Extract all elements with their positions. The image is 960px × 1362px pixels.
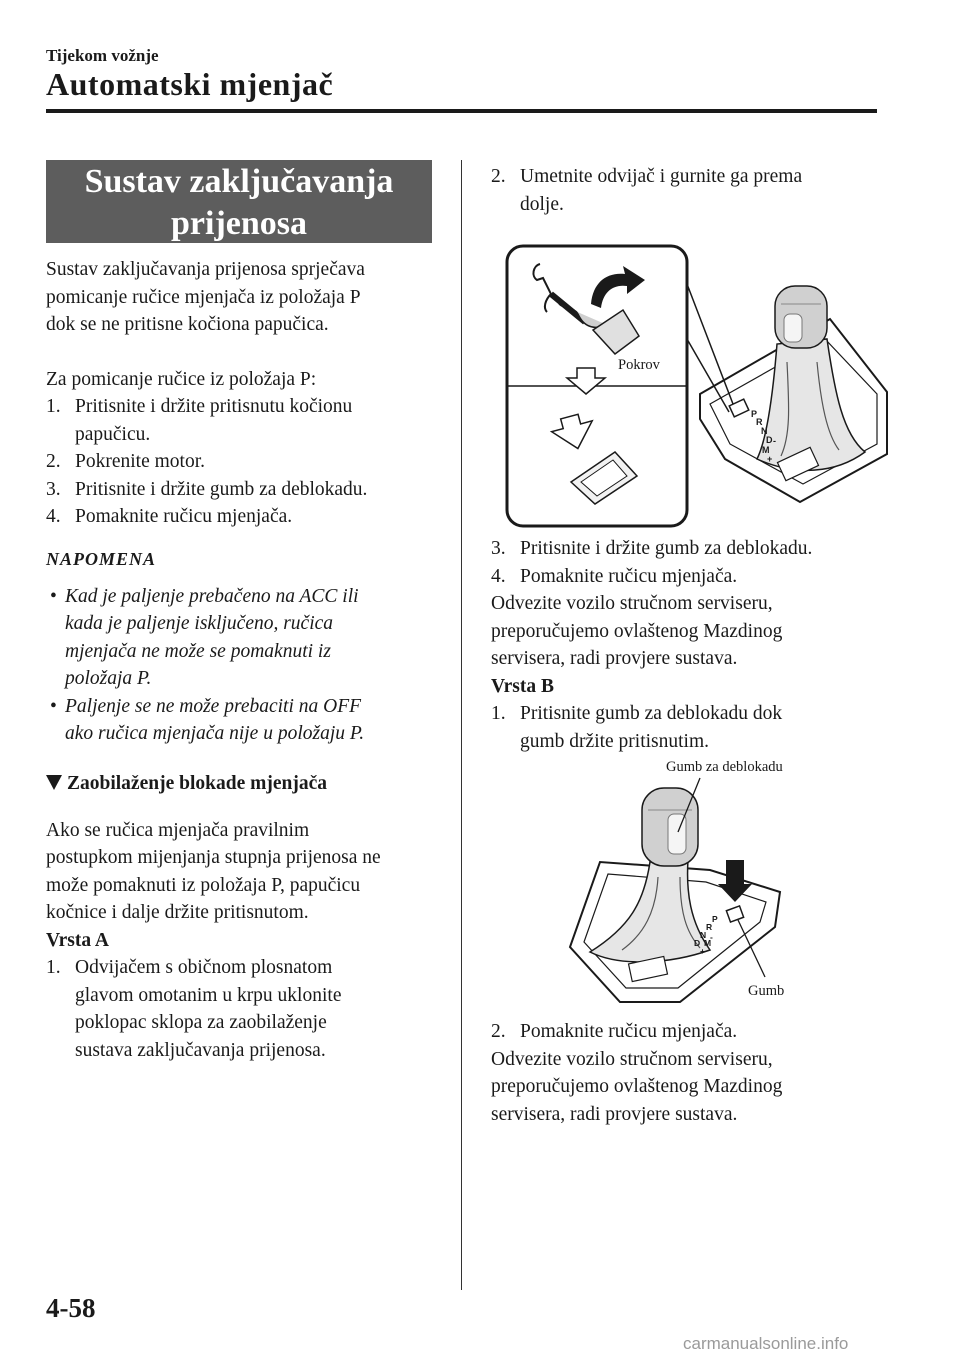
bypass-intro xyxy=(46,817,446,927)
note-text: Paljenje se ne može prebaciti na OFF xyxy=(65,695,362,717)
gear-letter: D xyxy=(766,435,773,445)
page-number: 4-58 xyxy=(46,1293,96,1323)
step-2a xyxy=(491,163,891,218)
section-title: Automatski mjenjač xyxy=(46,66,334,102)
step-4 xyxy=(491,563,891,591)
steps-intro: Za pomicanje ručice iz položaja P: xyxy=(46,368,317,390)
gear-letter: P xyxy=(712,914,718,924)
step-text: gumb držite pritisnutim. xyxy=(520,730,710,752)
step-text: Umetnite odvijač i gurnite ga prema xyxy=(520,166,803,187)
step-number: 4. xyxy=(491,565,506,587)
bypass-line: postupkom mijenjanja stupnja prijenosa ne xyxy=(46,847,381,868)
gear-letter: R xyxy=(756,417,763,427)
service-line: preporučujemo ovlaštenog Mazdinog xyxy=(491,620,783,642)
service-line: Odvezite vozilo stručnom serviseru, xyxy=(491,593,773,614)
gear-letter: P xyxy=(751,409,758,419)
gear-letter: M xyxy=(762,445,770,455)
bypass-line: može pomaknuti iz položaja P, papučicu xyxy=(46,874,361,896)
step-number: 3. xyxy=(46,478,61,500)
gear-letter: + xyxy=(767,454,773,464)
note-text: mjenjača ne može se pomaknuti iz xyxy=(65,640,331,662)
bullet-icon: • xyxy=(50,585,57,607)
subheading-text: Zaobilaženje blokade mjenjača xyxy=(67,772,327,794)
gear-letter: + xyxy=(700,946,705,956)
step-number: 3. xyxy=(491,538,506,559)
type-a-step-1 xyxy=(46,954,446,1064)
step-text: dolje. xyxy=(520,193,564,215)
service-line: preporučujemo ovlaštenog Mazdinog xyxy=(491,1076,783,1097)
left-column-text xyxy=(46,256,446,1064)
type-a-heading: Vrsta A xyxy=(46,929,110,951)
figure-type-a xyxy=(505,244,895,529)
step-text: Pokrenite motor. xyxy=(75,451,205,472)
bullet-icon: • xyxy=(50,695,57,717)
service-line: servisera, radi provjere sustava. xyxy=(491,1103,738,1125)
right-column-text-b xyxy=(491,1018,891,1128)
callout-line xyxy=(687,284,733,404)
figure-type-b xyxy=(560,752,835,1017)
step-number: 1. xyxy=(46,396,61,417)
step-number: 2. xyxy=(491,166,506,187)
step-text: Pomaknite ručicu mjenjača. xyxy=(520,1021,738,1042)
step-number: 4. xyxy=(46,506,61,527)
service-advice-b xyxy=(491,1046,891,1129)
gear-letter: D xyxy=(694,938,701,948)
step-text: Pritisnite gumb za deblokadu dok xyxy=(520,703,783,724)
step-text: Pomaknite ručicu mjenjača. xyxy=(75,506,293,527)
intro-paragraph xyxy=(46,256,446,339)
right-column-text-a xyxy=(491,535,891,755)
cover-label: Pokrov xyxy=(618,357,660,373)
service-line: servisera, radi provjere sustava. xyxy=(491,648,738,669)
note-heading: NAPOMENA xyxy=(46,548,157,569)
step-2 xyxy=(46,448,446,476)
type-a-step-2 xyxy=(491,163,891,218)
button-label: Gumb xyxy=(748,983,785,999)
subheading xyxy=(46,770,446,798)
type-b-step-2 xyxy=(491,1018,891,1046)
gear-letter: N xyxy=(761,426,768,436)
triangle-marker-icon xyxy=(46,775,62,790)
step-text: Odvijačem s običnom plosnatom xyxy=(75,957,333,978)
note-item xyxy=(46,583,446,693)
step-text: poklopac sklopa za zaobilaženje xyxy=(75,1012,327,1033)
note-text: položaja P. xyxy=(65,668,152,689)
topic-title-box xyxy=(46,160,432,243)
intro-line: dok se ne pritisne kočiona papučica. xyxy=(46,314,329,335)
step-text: papučicu. xyxy=(75,423,151,445)
step-text: sustava zaključavanja prijenosa. xyxy=(75,1039,326,1061)
type-b-step-1 xyxy=(491,700,891,755)
step-4 xyxy=(46,503,446,531)
topic-title-line2: prijenosa xyxy=(171,205,307,242)
gear-letter: M xyxy=(704,938,712,948)
watermark: carmanualsonline.info xyxy=(683,1334,849,1353)
note-text: Kad je paljenje prebačeno na ACC ili xyxy=(65,585,359,607)
release-button-label: Gumb za deblokadu xyxy=(666,759,783,775)
gear-letter: - xyxy=(773,436,776,446)
step-number: 1. xyxy=(491,703,506,724)
gear-letter: - xyxy=(710,932,713,942)
gear-letter: N xyxy=(700,930,707,940)
type-b-heading: Vrsta B xyxy=(491,675,555,697)
note-text: kada je paljenje isključeno, ručica xyxy=(65,613,334,634)
step-1 xyxy=(46,393,446,448)
bypass-line: kočnice i dalje držite pritisnutom. xyxy=(46,902,309,923)
intro-line: pomicanje ručice mjenjača iz položaja P xyxy=(46,286,361,308)
step-text: Pritisnite i držite gumb za deblokadu. xyxy=(75,478,368,500)
bypass-line: Ako se ručica mjenjača pravilnim xyxy=(46,819,310,841)
topic-title-line1: Sustav zaključavanja xyxy=(84,163,394,200)
service-advice-a xyxy=(491,590,891,673)
step-text: Pomaknite ručicu mjenjača. xyxy=(520,565,738,587)
step-number: 2. xyxy=(46,451,61,472)
step-text: Pritisnite i držite pritisnutu kočionu xyxy=(75,396,353,417)
service-line: Odvezite vozilo stručnom serviseru, xyxy=(491,1048,773,1070)
step-3 xyxy=(46,476,446,504)
chapter-title: Tijekom vožnje xyxy=(46,46,159,65)
step-number: 1. xyxy=(46,957,61,978)
step-number: 2. xyxy=(491,1021,506,1042)
column-divider xyxy=(461,160,462,1290)
step-text: glavom omotanim u krpu uklonite xyxy=(75,984,342,1006)
step-text: Pritisnite i držite gumb za deblokadu. xyxy=(520,538,813,559)
intro-line: Sustav zaključavanja prijenosa sprječava xyxy=(46,259,365,280)
step-3 xyxy=(491,535,891,563)
header-rule xyxy=(46,109,877,113)
note-item xyxy=(46,693,446,748)
note-text: ako ručica mjenjača nije u položaju P. xyxy=(65,723,365,744)
gear-letter: R xyxy=(706,922,713,932)
